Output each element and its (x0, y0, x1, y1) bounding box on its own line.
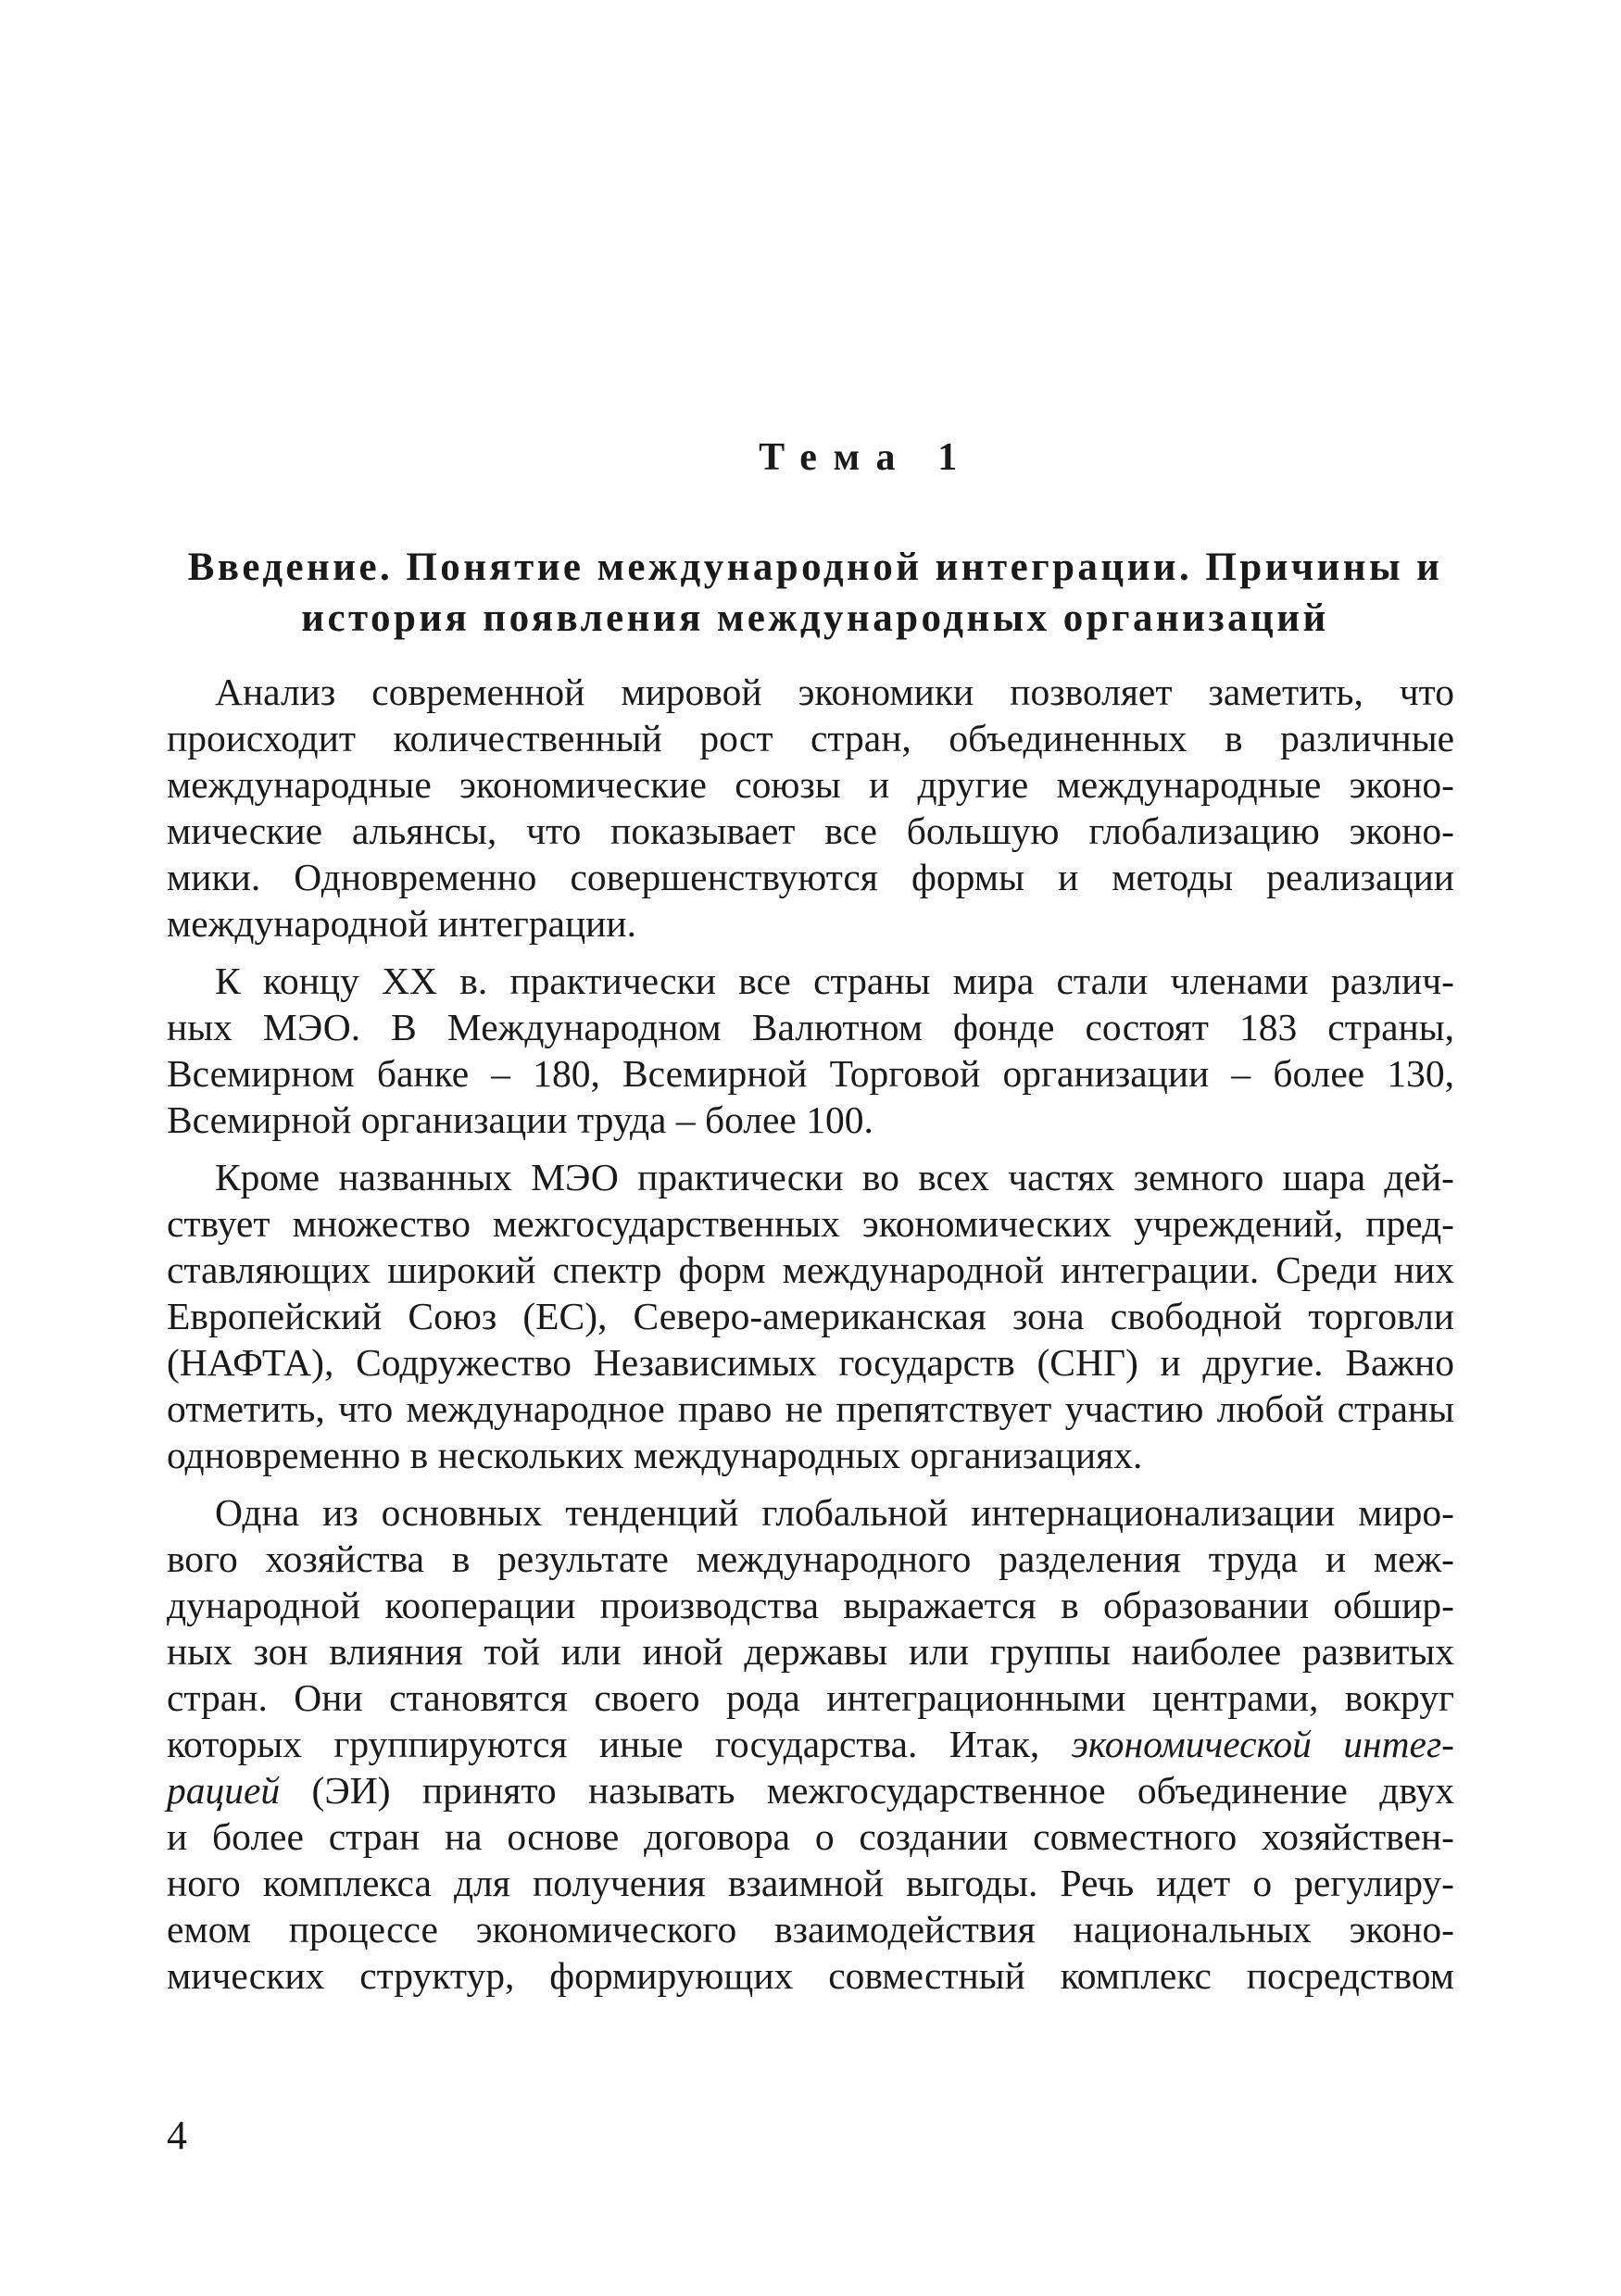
text-line: международные экономические союзы и другие международные эконо- (167, 763, 1454, 806)
paragraph-1 (167, 669, 1454, 947)
term-emphasis: экономической интег- (1071, 1723, 1454, 1765)
text-line: ствует множество межгосударственных экономических учреждений, пред- (167, 1202, 1454, 1245)
text-line: ставляющих широкий спектр форм международной интеграции. Среди них (167, 1248, 1454, 1291)
page-number: 4 (167, 2113, 187, 2158)
text-line-with-term (167, 1767, 1454, 1813)
text-line: Европейский Союз (ЕС), Северо-американская зона свободной торговли (167, 1295, 1454, 1337)
text-line: одновременно в нескольких международных организациях. (167, 1434, 1143, 1476)
topic-label: Тема 1 (759, 436, 974, 479)
body-text (167, 669, 1454, 2010)
text-line: (НАФТА), Содружество Независимых государств (СНГ) и другие. Важно (167, 1341, 1454, 1384)
text-line: Кроме названных МЭО практически во всех частях земного шара дей- (215, 1156, 1454, 1198)
text-line: емом процессе экономического взаимодействия национальных эконо- (167, 1908, 1454, 1951)
text-line: Одна из основных тенденций глобальной интернационализации миро- (215, 1491, 1454, 1534)
text-line: К концу XX в. практически все страны мира стали членами различ- (215, 960, 1454, 1002)
text-line: отметить, что международное право не препятствует участию любой страны (167, 1387, 1454, 1430)
text-line: ных зон влияния той или иной державы или группы наиболее развитых (167, 1630, 1454, 1673)
text-line: Всемирном банке – 180, Всемирной Торговой организации – более 130, (167, 1052, 1454, 1095)
text-line: и более стран на основе договора о создании совместного хозяйствен- (167, 1815, 1454, 1858)
text-line: мических структур, формирующих совместный комплекс посредством (167, 1954, 1454, 1997)
text-line: мические альянсы, что показывает все большую глобализацию эконо- (167, 809, 1454, 852)
text-line: дународной кооперации производства выражается в образовании обшир- (167, 1584, 1454, 1626)
text-line: вого хозяйства в результате международного разделения труда и меж- (167, 1537, 1454, 1580)
section-heading (167, 542, 1464, 644)
text-segment: которых группируются иные государства. Итак, (167, 1723, 1072, 1765)
text-line-with-term (167, 1721, 1454, 1767)
term-emphasis: рацией (167, 1769, 281, 1812)
text-line: ного комплекса для получения взаимной выгоды. Речь идет о регулиру- (167, 1862, 1454, 1904)
text-segment: (ЭИ) принято называть межгосударственное объединение двух (280, 1769, 1454, 1812)
text-line: происходит количественный рост стран, объединенных в различные (167, 717, 1454, 759)
heading-line-2: история появления международных организаций (301, 596, 1329, 640)
text-line: ных МЭО. В Международном Валютном фонде состоят 183 страны, (167, 1006, 1454, 1048)
text-line: международной интеграции. (167, 902, 636, 945)
text-line: стран. Они становятся своего рода интеграционными центрами, вокруг (167, 1676, 1454, 1719)
paragraph-2 (167, 958, 1454, 1143)
text-line: Анализ современной мировой экономики позволяет заметить, что (215, 671, 1454, 713)
paragraph-3 (167, 1154, 1454, 1478)
heading-line-1: Введение. Понятие международной интеграции. Причины и (187, 546, 1443, 589)
paragraph-4 (167, 1489, 1454, 1999)
text-line: Всемирной организации труда – более 100. (167, 1098, 873, 1141)
text-line: мики. Одновременно совершенствуются формы и методы реализации (167, 856, 1454, 898)
